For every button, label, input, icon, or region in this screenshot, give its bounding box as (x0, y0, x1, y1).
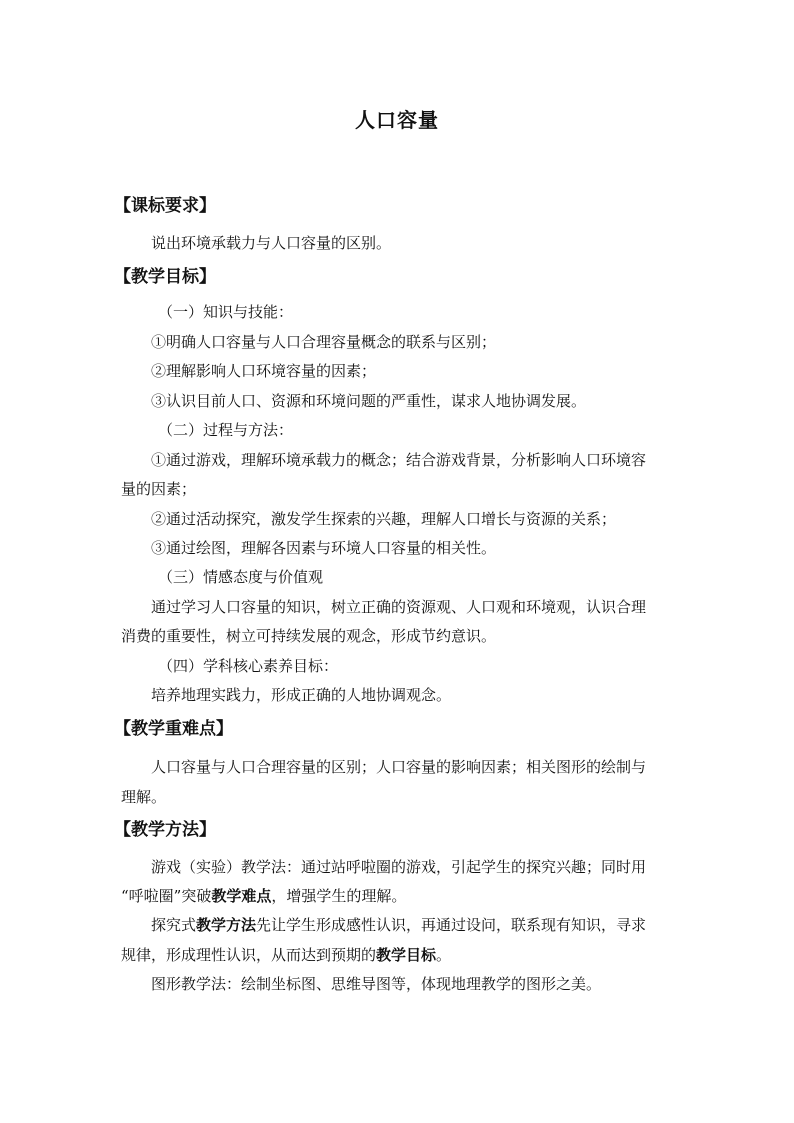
mubiao-item6: ③通过绘图，理解各因素与环境人口容量的相关性。 (151, 539, 497, 557)
fangfa-method2-line2 (121, 941, 681, 970)
fangfa-method2-line1 (151, 911, 711, 940)
fangfa-m2l2-text-b: 。 (436, 946, 452, 964)
mubiao-item5: ②通过活动探究，激发学生探索的兴趣，理解人口增长与资源的关系； (151, 510, 617, 528)
zhongnan-line2: 理解。 (121, 788, 167, 806)
kebiao-text: 说出环境承载力与人口容量的区别。 (151, 234, 392, 252)
mubiao-item7-line1: 通过学习人口容量的知识，树立正确的资源观、人口观和环境观，认识合理 (151, 598, 647, 616)
fangfa-m1-bold: 教学难点 (211, 887, 272, 905)
fangfa-m2l2-bold: 教学目标 (376, 946, 437, 964)
fangfa-m2-text-a: 探究式 (151, 916, 197, 934)
mubiao-sub3: （三）情感态度与价值观 (158, 568, 324, 586)
fangfa-m2-text-b: 先让学生形成感性认识，再通过设问，联系现有知识，寻求 (256, 916, 647, 934)
fangfa-method1-line1: 游戏（实验）教学法：通过站呼啦圈的游戏，引起学生的探究兴趣；同时用 (151, 858, 647, 876)
heading-zhongnan: 【教学重难点】 (114, 719, 233, 739)
zhongnan-line1: 人口容量与人口合理容量的区别；人口容量的影响因素；相关图形的绘制与 (151, 758, 647, 776)
fangfa-m1-text-b: ，增强学生的理解。 (271, 887, 407, 905)
mubiao-item1: ①明确人口容量与人口合理容量概念的联系与区别； (151, 333, 497, 351)
fangfa-m2-bold: 教学方法 (196, 916, 257, 934)
page-title: 人口容量 (355, 108, 439, 132)
heading-fangfa: 【教学方法】 (114, 820, 216, 840)
mubiao-item4-line2: 量的因素； (121, 480, 197, 498)
mubiao-sub4: （四）学科核心素养目标： (158, 657, 339, 675)
mubiao-sub1: （一）知识与技能： (158, 303, 294, 321)
mubiao-item8: 培养地理实践力，形成正确的人地协调观念。 (151, 686, 452, 704)
mubiao-item3: ③认识目前人口、资源和环境问题的严重性，谋求人地协调发展。 (151, 392, 587, 410)
mubiao-item2: ②理解影响人口环境容量的因素； (151, 362, 377, 380)
fangfa-m1-text-a: “呼啦圈”突破 (121, 887, 212, 905)
mubiao-item7-line2: 消费的重要性，树立可持续发展的观念，形成节约意识。 (121, 627, 497, 645)
fangfa-m2l2-text-a: 规律，形成理性认识，从而达到预期的 (121, 946, 377, 964)
fangfa-method3: 图形教学法：绘制坐标图、思维导图等，体现地理教学的图形之美。 (151, 975, 602, 993)
mubiao-item4-line1: ①通过游戏，理解环境承载力的概念；结合游戏背景，分析影响人口环境容 (151, 451, 647, 469)
fangfa-method1-line2 (121, 882, 681, 911)
heading-kebiao: 【课标要求】 (114, 196, 216, 216)
heading-mubiao: 【教学目标】 (114, 267, 216, 287)
mubiao-sub2: （二）过程与方法： (158, 421, 294, 439)
